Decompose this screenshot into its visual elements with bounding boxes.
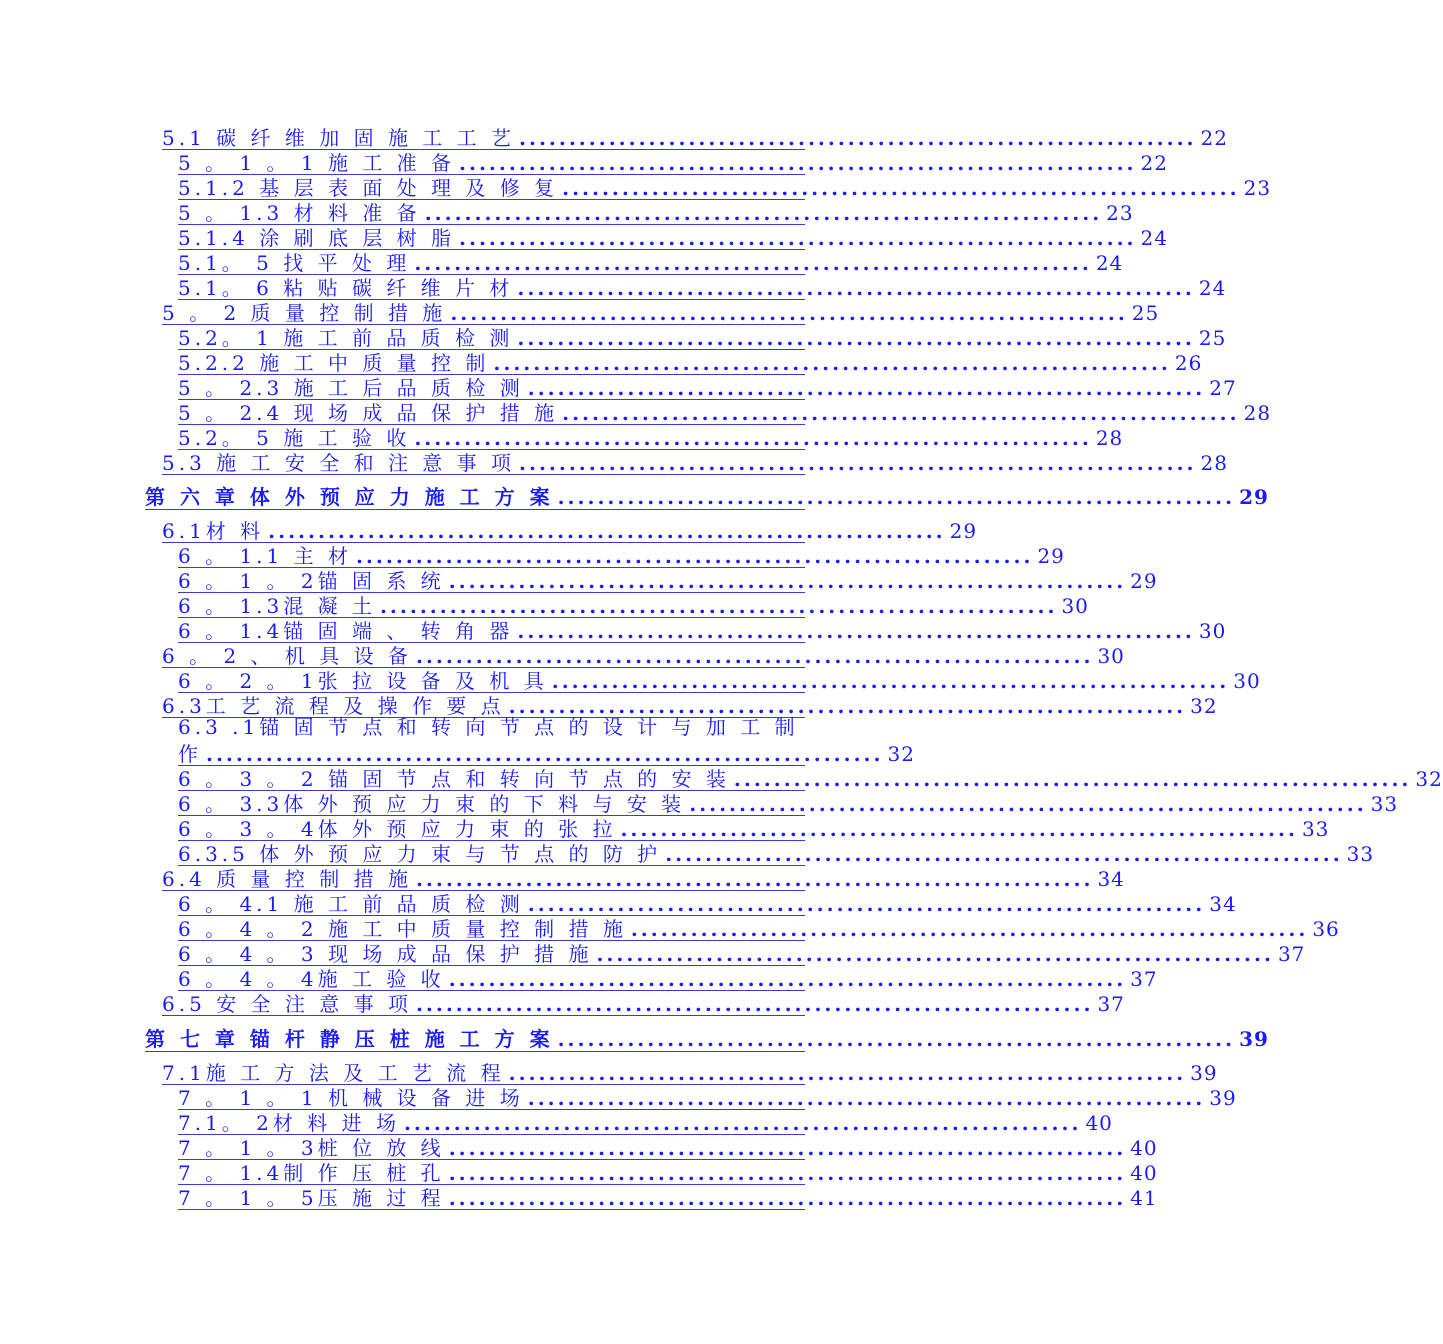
toc-entry-page: 22: [1200, 126, 1228, 150]
dot-leader: ....................................................................: [414, 426, 1092, 450]
toc-entry-title: 7 。 1 。 1 机 械 设 备 进 场: [178, 1086, 524, 1110]
dot-leader: ....................................................................: [527, 1086, 1206, 1110]
toc-entry-title: 6 。 4 。 4施 工 验 收: [178, 967, 445, 991]
toc-entry[interactable]: [178, 376, 1237, 400]
dot-leader: ....................................................................: [620, 817, 1298, 841]
toc-entry[interactable]: [178, 426, 1124, 450]
toc-entry-page: 29: [949, 519, 978, 543]
toc-entry[interactable]: [162, 301, 1160, 325]
toc-entry-page: 32: [887, 742, 915, 766]
toc-entry-page: 29: [1239, 485, 1269, 509]
toc-entry-title: 6.5 安 全 注 意 事 项: [162, 992, 412, 1016]
toc-entry-title: 6 。 2 、 机 具 设 备: [162, 644, 412, 668]
toc-entry-title: 7.1。 2材 料 进 场: [178, 1111, 400, 1135]
toc-entry[interactable]: [178, 544, 1065, 568]
toc-entry-page: 30: [1233, 669, 1261, 693]
toc-entry-page: 32: [1415, 767, 1443, 791]
toc-entry-title: 6.3工 艺 流 程 及 操 作 要 点: [162, 694, 505, 718]
toc-entry-title: 5.1 碳 纤 维 加 固 施 工 工 艺: [162, 126, 516, 150]
toc-entry[interactable]: [178, 967, 1158, 991]
toc-entry-title: 6 。 1.1 主 材: [178, 544, 352, 568]
dot-leader: ....................................................................: [493, 351, 1171, 375]
toc-entry-title: 作: [178, 742, 202, 766]
toc-entry-page: 26: [1174, 351, 1203, 375]
toc-entry-page: 37: [1097, 992, 1125, 1016]
dot-leader: ....................................................................: [562, 176, 1240, 200]
toc-entry-page: 33: [1346, 842, 1375, 866]
toc-entry-page: 23: [1106, 201, 1134, 225]
toc-entry-title: 7 。 1.4制 作 压 桩 孔: [178, 1161, 445, 1185]
toc-entry[interactable]: [162, 451, 1228, 475]
toc-entry[interactable]: [162, 126, 1228, 150]
dot-leader: ....................................................................: [415, 867, 1094, 891]
toc-entry[interactable]: [178, 792, 1399, 816]
toc-entry-page: 33: [1301, 817, 1330, 841]
toc-entry-title: 6 。 3 。 2 锚 固 节 点 和 转 向 节 点 的 安 装: [178, 767, 730, 791]
toc-entry[interactable]: [178, 892, 1237, 916]
toc-entry-page: 40: [1130, 1161, 1158, 1185]
toc-entry-page: 24: [1198, 276, 1227, 300]
toc-entry-page: 32: [1190, 694, 1218, 718]
toc-entry-title: 6 。 4 。 2 施 工 中 质 量 控 制 措 施: [178, 917, 627, 941]
toc-entry-page: 39: [1209, 1086, 1237, 1110]
dot-leader: ....................................................................: [448, 1136, 1127, 1160]
toc-entry-page: 33: [1370, 792, 1399, 816]
toc-entry-page: 29: [1130, 569, 1158, 593]
toc-entry[interactable]: [178, 942, 1306, 966]
dot-leader: ....................................................................: [414, 251, 1092, 275]
toc-entry[interactable]: [178, 351, 1203, 375]
toc-entry-page: 25: [1198, 326, 1227, 350]
toc-entry-page: 25: [1131, 301, 1160, 325]
dot-leader: ....................................................................: [379, 594, 1058, 618]
toc-entry-page: 30: [1198, 619, 1227, 643]
dot-leader: ....................................................................: [448, 1161, 1127, 1185]
toc-entry[interactable]: [178, 842, 1375, 866]
toc-entry-title: 5.3 施 工 安 全 和 注 意 事 项: [162, 451, 516, 475]
toc-entry-title: 5.2.2 施 工 中 质 量 控 制: [178, 351, 490, 375]
toc-entry-title: 6 。 2 。 1张 拉 设 备 及 机 具: [178, 669, 548, 693]
toc-entry-title: 5.1。 5 找 平 处 理: [178, 251, 411, 275]
toc-entry[interactable]: [178, 401, 1272, 425]
dot-leader: ....................................................................: [448, 1186, 1127, 1210]
toc-entry-title: 7 。 1 。 3桩 位 放 线: [178, 1136, 445, 1160]
dot-leader: ....................................................................: [557, 485, 1236, 509]
toc-chapter-entry[interactable]: [145, 484, 1269, 510]
toc-entry[interactable]: [178, 251, 1124, 275]
toc-entry[interactable]: [178, 176, 1272, 200]
dot-leader: ....................................................................: [630, 917, 1309, 941]
toc-entry-title: 6.3.5 体 外 预 应 力 束 与 节 点 的 防 护: [178, 842, 662, 866]
toc-entry-title: 5 。 2.3 施 工 后 品 质 检 测: [178, 376, 524, 400]
toc-entry-title: 第 七 章 锚 杆 静 压 桩 施 工 方 案: [145, 1027, 554, 1051]
dot-leader: ....................................................................: [517, 276, 1195, 300]
dot-leader: ....................................................................: [527, 376, 1206, 400]
toc-entry-page: 37: [1277, 942, 1306, 966]
toc-entry-title: 6 。 1 。 2锚 固 系 统: [178, 569, 445, 593]
toc-entry-title: 7.1施 工 方 法 及 工 艺 流 程: [162, 1061, 505, 1085]
dot-leader: ....................................................................: [689, 792, 1367, 816]
toc-entry[interactable]: [178, 1161, 1158, 1185]
toc-entry[interactable]: [178, 1086, 1237, 1110]
toc-entry[interactable]: [178, 1111, 1113, 1135]
toc-entry-page: 37: [1130, 967, 1158, 991]
toc-entry[interactable]: [162, 1061, 1218, 1085]
dot-leader: ....................................................................: [596, 942, 1274, 966]
toc-entry-title: 6 。 1.3混 凝 土: [178, 594, 376, 618]
toc-entry[interactable]: [178, 326, 1227, 350]
toc-entry-title: 6 。 1.4锚 固 端 、 转 角 器: [178, 619, 514, 643]
toc-entry[interactable]: [162, 992, 1125, 1016]
toc-entry[interactable]: [178, 669, 1261, 693]
toc-entry-title: 6.1材 料: [162, 519, 265, 543]
dot-leader: ....................................................................: [448, 569, 1127, 593]
toc-entry-title: 6 。 4.1 施 工 前 品 质 检 测: [178, 892, 524, 916]
toc-entry[interactable]: [178, 767, 1443, 791]
dot-leader: ....................................................................: [557, 1027, 1236, 1051]
toc-entry-page: 34: [1209, 892, 1237, 916]
dot-leader: ....................................................................: [424, 201, 1103, 225]
toc-entry-page: 28: [1095, 426, 1124, 450]
toc-entry-title: 6 。 3 。 4体 外 预 应 力 束 的 张 拉: [178, 817, 617, 841]
toc-entry[interactable]: [178, 594, 1089, 618]
toc-entry[interactable]: [162, 644, 1125, 668]
toc-entry-title: 5 。 1.3 材 料 准 备: [178, 201, 421, 225]
toc-entry-title: 7 。 1 。 5压 施 过 程: [178, 1186, 445, 1210]
dot-leader: ....................................................................: [206, 742, 884, 766]
dot-leader: ....................................................................: [403, 1111, 1082, 1135]
toc-entry[interactable]: [178, 151, 1168, 175]
dot-leader: ....................................................................: [733, 767, 1412, 791]
toc-entry-page: 40: [1130, 1136, 1158, 1160]
toc-entry-title: 5 。 2.4 现 场 成 品 保 护 措 施: [178, 401, 559, 425]
dot-leader: ....................................................................: [665, 842, 1343, 866]
toc-entry-page: 22: [1140, 151, 1168, 175]
toc-entry-page: 39: [1190, 1061, 1218, 1085]
toc-entry[interactable]: [178, 276, 1227, 300]
dot-leader: ....................................................................: [519, 451, 1197, 475]
toc-entry-page: 27: [1209, 376, 1237, 400]
toc-entry[interactable]: [178, 817, 1330, 841]
toc-entry-page: 24: [1095, 251, 1124, 275]
toc-entry-wrapped-line[interactable]: [178, 716, 805, 740]
dot-leader: ....................................................................: [459, 151, 1137, 175]
toc-entry-title: 5 。 2 质 量 控 制 措 施: [162, 301, 447, 325]
toc-entry-page: 28: [1200, 451, 1228, 475]
toc-entry-title: 5.1.2 基 层 表 面 处 理 及 修 复: [178, 176, 559, 200]
dot-leader: ....................................................................: [527, 892, 1206, 916]
toc-entry-title: 6.4 质 量 控 制 措 施: [162, 867, 412, 891]
toc-entry[interactable]: [178, 201, 1134, 225]
dot-leader: ....................................................................: [415, 644, 1094, 668]
toc-entry-title: 6 。 3.3体 外 预 应 力 束 的 下 料 与 安 装: [178, 792, 686, 816]
toc-entry-page: 30: [1097, 644, 1125, 668]
toc-entry[interactable]: [178, 226, 1168, 250]
dot-leader: ....................................................................: [551, 669, 1230, 693]
toc-entry-page: 41: [1130, 1186, 1158, 1210]
toc-entry-title: 第 六 章 体 外 预 应 力 施 工 方 案: [145, 485, 554, 509]
dot-leader: ....................................................................: [415, 992, 1094, 1016]
dot-leader: ....................................................................: [517, 326, 1195, 350]
toc-entry[interactable]: [178, 569, 1158, 593]
toc-entry-title: 5.2。 5 施 工 验 收: [178, 426, 411, 450]
toc-entry-title: 5.1.4 涂 刷 底 层 树 脂: [178, 226, 456, 250]
dot-leader: ....................................................................: [450, 301, 1128, 325]
dot-leader: ....................................................................: [459, 226, 1137, 250]
toc-entry-title: 5 。 1 。 1 施 工 准 备: [178, 151, 456, 175]
toc-entry-page: 23: [1243, 176, 1272, 200]
toc-entry[interactable]: [178, 619, 1227, 643]
dot-leader: ....................................................................: [355, 544, 1034, 568]
dot-leader: ....................................................................: [562, 401, 1240, 425]
dot-leader: ....................................................................: [519, 126, 1197, 150]
dot-leader: ....................................................................: [508, 694, 1187, 718]
toc-chapter-entry[interactable]: [145, 1026, 1269, 1052]
toc-entry-page: 30: [1061, 594, 1089, 618]
toc-entry-page: 40: [1085, 1111, 1113, 1135]
dot-leader: ....................................................................: [517, 619, 1195, 643]
toc-entry-page: 28: [1243, 401, 1272, 425]
toc-entry-page: 36: [1312, 917, 1340, 941]
dot-leader: ....................................................................: [448, 967, 1127, 991]
toc-entry[interactable]: [178, 1136, 1158, 1160]
toc-entry-title: 6 。 4 。 3 现 场 成 品 保 护 措 施: [178, 942, 593, 966]
toc-entry-title: 5.2。 1 施 工 前 品 质 检 测: [178, 326, 514, 350]
dot-leader: ....................................................................: [268, 519, 946, 543]
dot-leader: ....................................................................: [508, 1061, 1187, 1085]
toc-entry[interactable]: [178, 1186, 1158, 1210]
toc-entry[interactable]: [178, 742, 915, 766]
toc-entry-page: 39: [1239, 1027, 1269, 1051]
toc-entry[interactable]: [162, 867, 1125, 891]
toc-entry[interactable]: [162, 519, 978, 543]
toc-entry-title: 5.1。 6 粘 贴 碳 纤 维 片 材: [178, 276, 514, 300]
toc-entry-title: 6.3 .1锚 固 节 点 和 转 向 节 点 的 设 计 与 加 工 制: [178, 715, 799, 739]
toc-entry[interactable]: [178, 917, 1340, 941]
toc-entry-page: 29: [1037, 544, 1065, 568]
toc-entry-page: 34: [1097, 867, 1125, 891]
toc-entry-page: 24: [1140, 226, 1168, 250]
